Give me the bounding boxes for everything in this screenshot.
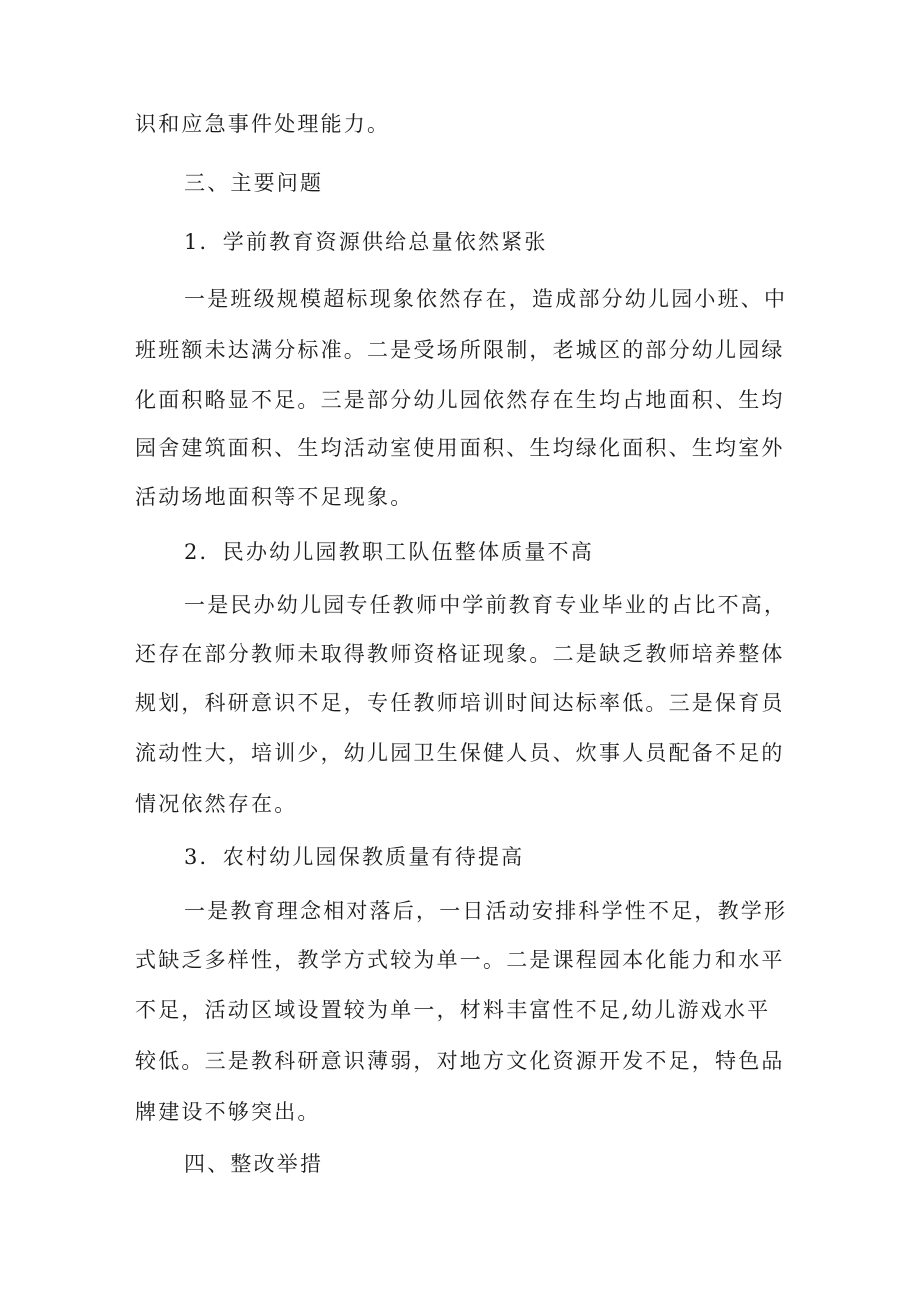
paragraph-line: 较低。三是教科研意识薄弱，对地方文化资源开发不足，特色品 xyxy=(135,1049,785,1073)
paragraph-line: 化面积略显不足。三是部分幼儿园依然存在生均占地面积、生均 xyxy=(135,388,785,412)
section-heading-4: 四、整改举措 xyxy=(184,1152,324,1176)
paragraph-line: 规划，科研意识不足，专任教师培训时间达标率低。三是保育员 xyxy=(135,691,785,715)
paragraph-line: 班班额未达满分标准。二是受场所限制，老城区的部分幼儿园绿 xyxy=(135,338,785,362)
paragraph-line: 活动场地面积等不足现象。 xyxy=(135,485,414,509)
paragraph-line: 情况依然存在。 xyxy=(135,792,298,816)
paragraph-line: 式缺乏多样性，教学方式较为单一。二是课程园本化能力和水平 xyxy=(135,948,785,972)
section-heading-3: 三、主要问题 xyxy=(184,171,324,195)
subheading-3: 3．农村幼儿园保教质量有待提高 xyxy=(184,845,525,869)
paragraph-line: 不足，活动区域设置较为单一，材料丰富性不足,幼儿游戏水平 xyxy=(135,998,771,1022)
paragraph-line: 一是教育理念相对落后，一日活动安排科学性不足，教学形 xyxy=(184,899,788,923)
paragraph-line: 流动性大，培训少，幼儿园卫生保健人员、炊事人员配备不足的 xyxy=(135,741,785,765)
paragraph-line: 牌建设不够突出。 xyxy=(135,1100,321,1124)
paragraph-line: 还存在部分教师未取得教师资格证现象。二是缺乏教师培养整体 xyxy=(135,642,785,666)
paragraph-line: 一是班级规模超标现象依然存在，造成部分幼儿园小班、中 xyxy=(184,287,788,311)
paragraph-line: 园舍建筑面积、生均活动室使用面积、生均绿化面积、生均室外 xyxy=(135,436,785,460)
subheading-1: 1．学前教育资源供给总量依然紧张 xyxy=(184,230,548,254)
paragraph-line: 一是民办幼儿园专任教师中学前教育专业毕业的占比不高， xyxy=(184,593,788,617)
subheading-2: 2．民办幼儿园教职工队伍整体质量不高 xyxy=(184,540,594,564)
paragraph-continuation: 识和应急事件处理能力。 xyxy=(135,112,391,136)
